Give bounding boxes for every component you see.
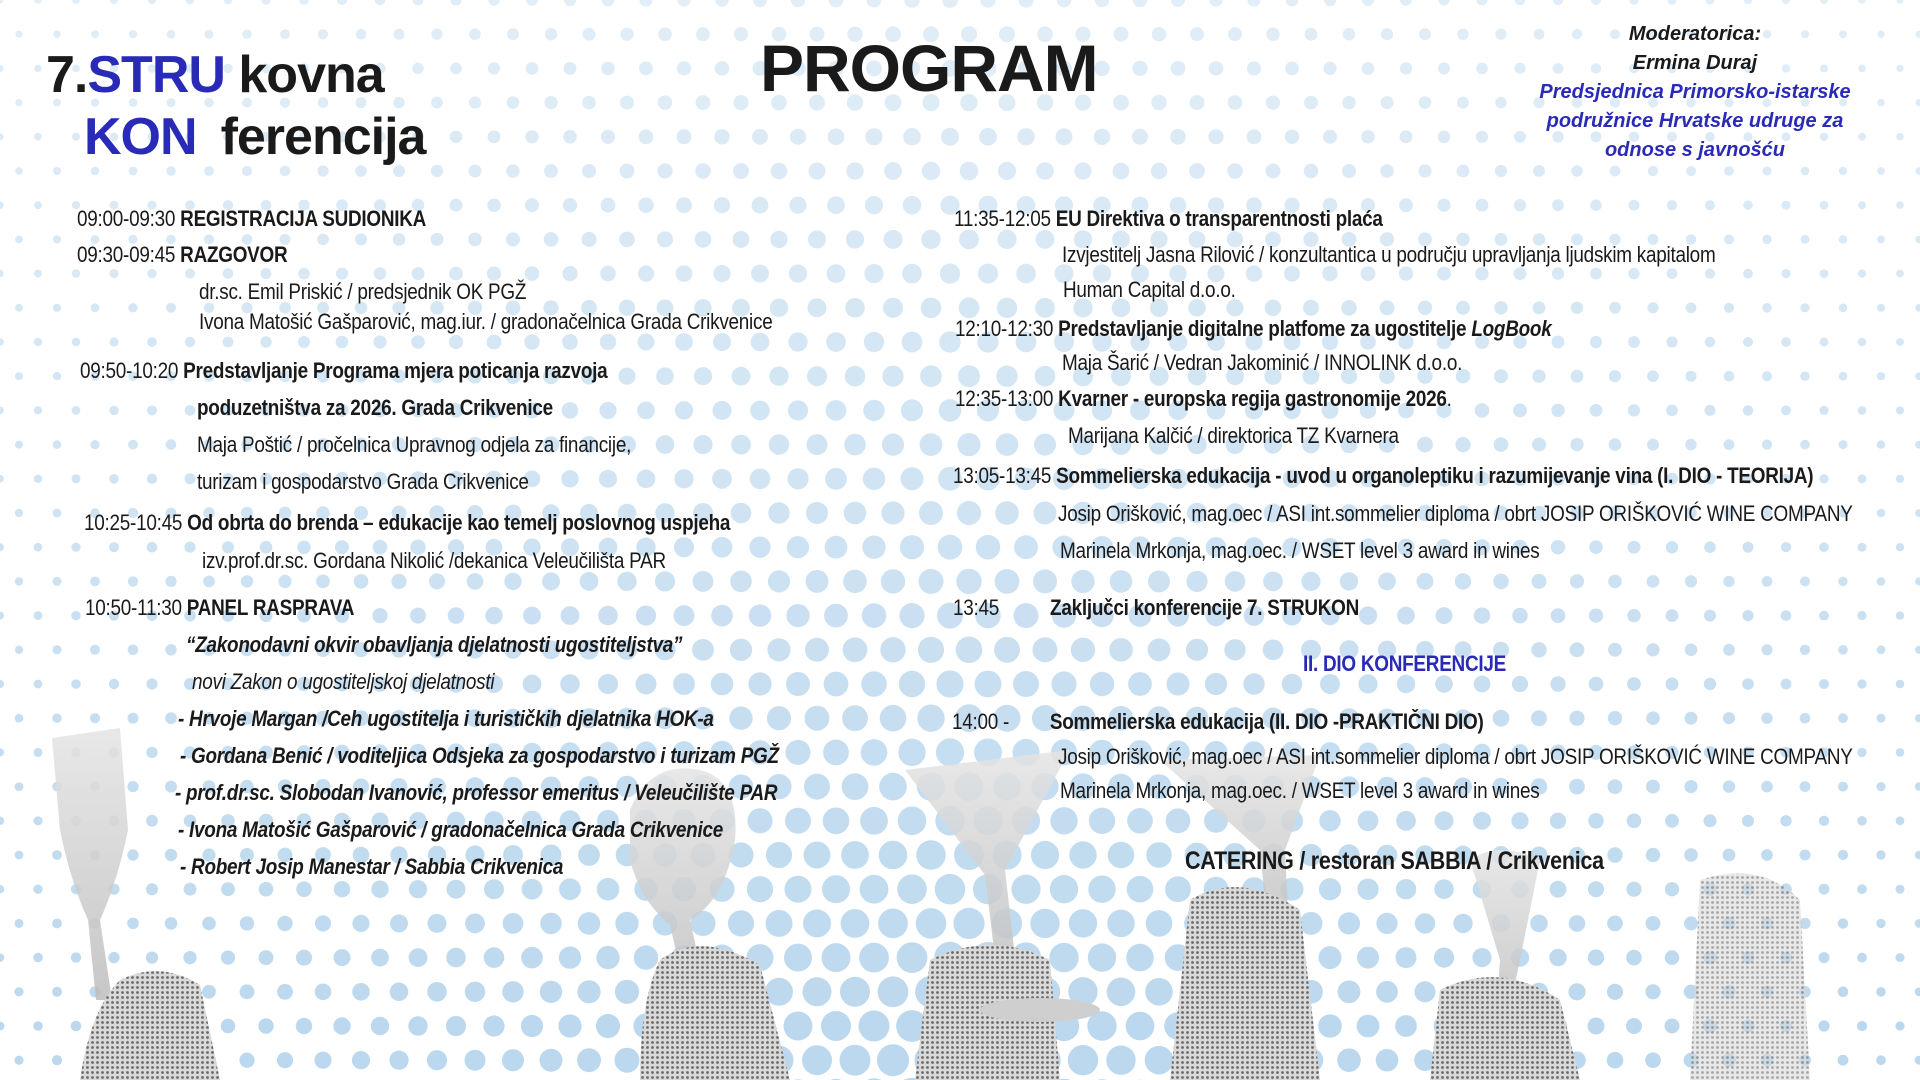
item-speaker-line: Marinela Mrkonja, mag.oec. / WSET level 3 award in wines (1060, 538, 1540, 563)
item-speaker-line: Marijana Kalčić / direktorica TZ Kvarnera (1068, 423, 1399, 448)
item-title: REGISTRACIJA SUDIONIKA (180, 206, 427, 231)
moderator-role-line: odnose s javnošću (1604, 139, 1786, 161)
page-title: PROGRAM (760, 31, 1098, 105)
logo-number: 7. (46, 46, 88, 104)
section-heading-part-2: II. DIO KONFERENCIJE (1303, 651, 1507, 676)
item-speaker-line: izv.prof.dr.sc. Gordana Nikolić /dekanica Veleučilišta PAR (202, 548, 666, 573)
panel-speaker: - Hrvoje Margan /Ceh ugostitelja i turističkih djelatnika HOK-a (178, 706, 714, 731)
item-speaker-line: Maja Poštić / pročelnica Upravnog odjela za financije, (197, 432, 632, 457)
item-time: 12:10-12:30 (955, 316, 1054, 341)
item-speaker-line: turizam i gospodarstvo Grada Crikvenice (197, 469, 529, 494)
item-time: 09:30-09:45 (77, 242, 176, 267)
logo-ferencija: ferencija (220, 108, 426, 166)
item-speaker-line: dr.sc. Emil Priskić / predsjednik OK PGŽ (199, 279, 527, 304)
item-title: Sommelierska edukacija - uvod u organoleptiku i razumijevanje vina (I. DIO - TEORIJA) (1056, 463, 1814, 488)
item-title: Zaključci konferencije 7. STRUKON (1050, 595, 1360, 620)
program-item-sommelier-2 (952, 707, 1484, 737)
program-item-kvarner (955, 384, 1452, 414)
panel-subtitle-2: novi Zakon o ugostiteljskoj djelatnosti (192, 669, 495, 694)
item-title: PANEL RASPRAVA (186, 595, 355, 620)
item-time: 13:45 (953, 595, 1000, 620)
moderator-label: Moderatorica: (1628, 23, 1762, 45)
item-title: Predstavljanje digitalne platfome za ugostitelje (1058, 316, 1467, 341)
item-title-italic: LogBook (1471, 316, 1552, 341)
catering-line: CATERING / restoran SABBIA / Crikvenica (1185, 847, 1604, 875)
logo-kovna: kovna (238, 46, 384, 104)
panel-speaker: - Ivona Matošić Gašparović / gradonačelnica Grada Crikvenice (178, 817, 723, 842)
panel-speaker: - Robert Josip Manestar / Sabbia Crikvenica (180, 854, 564, 879)
panel-subtitle: “Zakonodavni okvir obavljanja djelatnosti ugostiteljstva” (186, 632, 683, 657)
item-time: 14:00 - (952, 709, 1010, 734)
item-time: 09:50-10:20 (80, 358, 179, 383)
item-title: Predstavljanje Programa mjera poticanja razvoja (183, 358, 608, 383)
item-speaker-line: Josip Orišković, mag.oec / ASI int.sommelier diploma / obrt JOSIP ORIŠKOVIĆ WINE COMPANY (1058, 744, 1853, 769)
panel-speaker: - Gordana Benić / voditeljica Odsjeka za gospodarstvo i turizam PGŽ (180, 743, 779, 768)
item-title: Od obrta do brenda – edukacije kao temelj poslovnog uspjeha (187, 510, 731, 535)
item-time: 10:25-10:45 (84, 510, 183, 535)
logo-stru: STRU (87, 46, 225, 104)
item-speaker-line: Human Capital d.o.o. (1063, 277, 1236, 302)
item-speaker-line: Ivona Matošić Gašparović, mag.iur. / gradonačelnica Grada Crikvenice (199, 309, 773, 334)
item-speaker-line: Josip Orišković, mag.oec / ASI int.sommelier diploma / obrt JOSIP ORIŠKOVIĆ WINE COMPANY (1058, 501, 1853, 526)
item-time: 10:50-11:30 (85, 595, 182, 620)
program-item-zakljucci (953, 593, 1359, 623)
logo-kon: KON (84, 108, 197, 166)
item-title: Sommelierska edukacija (II. DIO -PRAKTIČNI DIO) (1049, 709, 1484, 734)
item-speaker-line: Maja Šarić / Vedran Jakominić / INNOLINK d.o.o. (1062, 350, 1463, 375)
item-speaker-line: Marinela Mrkonja, mag.oec. / WSET level 3 award in wines (1060, 778, 1540, 803)
item-title-dot: . (1446, 386, 1452, 411)
moderator-role-line: Predsjednica Primorsko-istarske (1539, 81, 1851, 103)
item-time: 11:35-12:05 (954, 206, 1051, 231)
program-item-sommelier-1 (953, 461, 1813, 491)
moderator-role-line: podružnice Hrvatske udruge za (1546, 110, 1844, 132)
item-time: 09:00-09:30 (77, 206, 176, 231)
item-speaker-line: Izvjestitelj Jasna Rilović / konzultantica u području upravljanja ljudskim kapitalom (1062, 242, 1716, 267)
panel-speaker: - prof.dr.sc. Slobodan Ivanović, professor emeritus / Veleučilište PAR (175, 780, 778, 805)
moderator-name: Ermina Duraj (1632, 52, 1758, 74)
program-item-logbook (955, 314, 1551, 344)
item-title-cont: poduzetništva za 2026. Grada Crikvenice (197, 395, 553, 420)
item-time: 12:35-13:00 (955, 386, 1054, 411)
item-time: 13:05-13:45 (953, 463, 1052, 488)
item-title: Kvarner - europska regija gastronomije 2026 (1058, 386, 1447, 411)
item-title: RAZGOVOR (180, 242, 288, 267)
program-item-eu-direktiva (954, 204, 1383, 234)
item-title: EU Direktiva o transparentnosti plaća (1055, 206, 1383, 231)
